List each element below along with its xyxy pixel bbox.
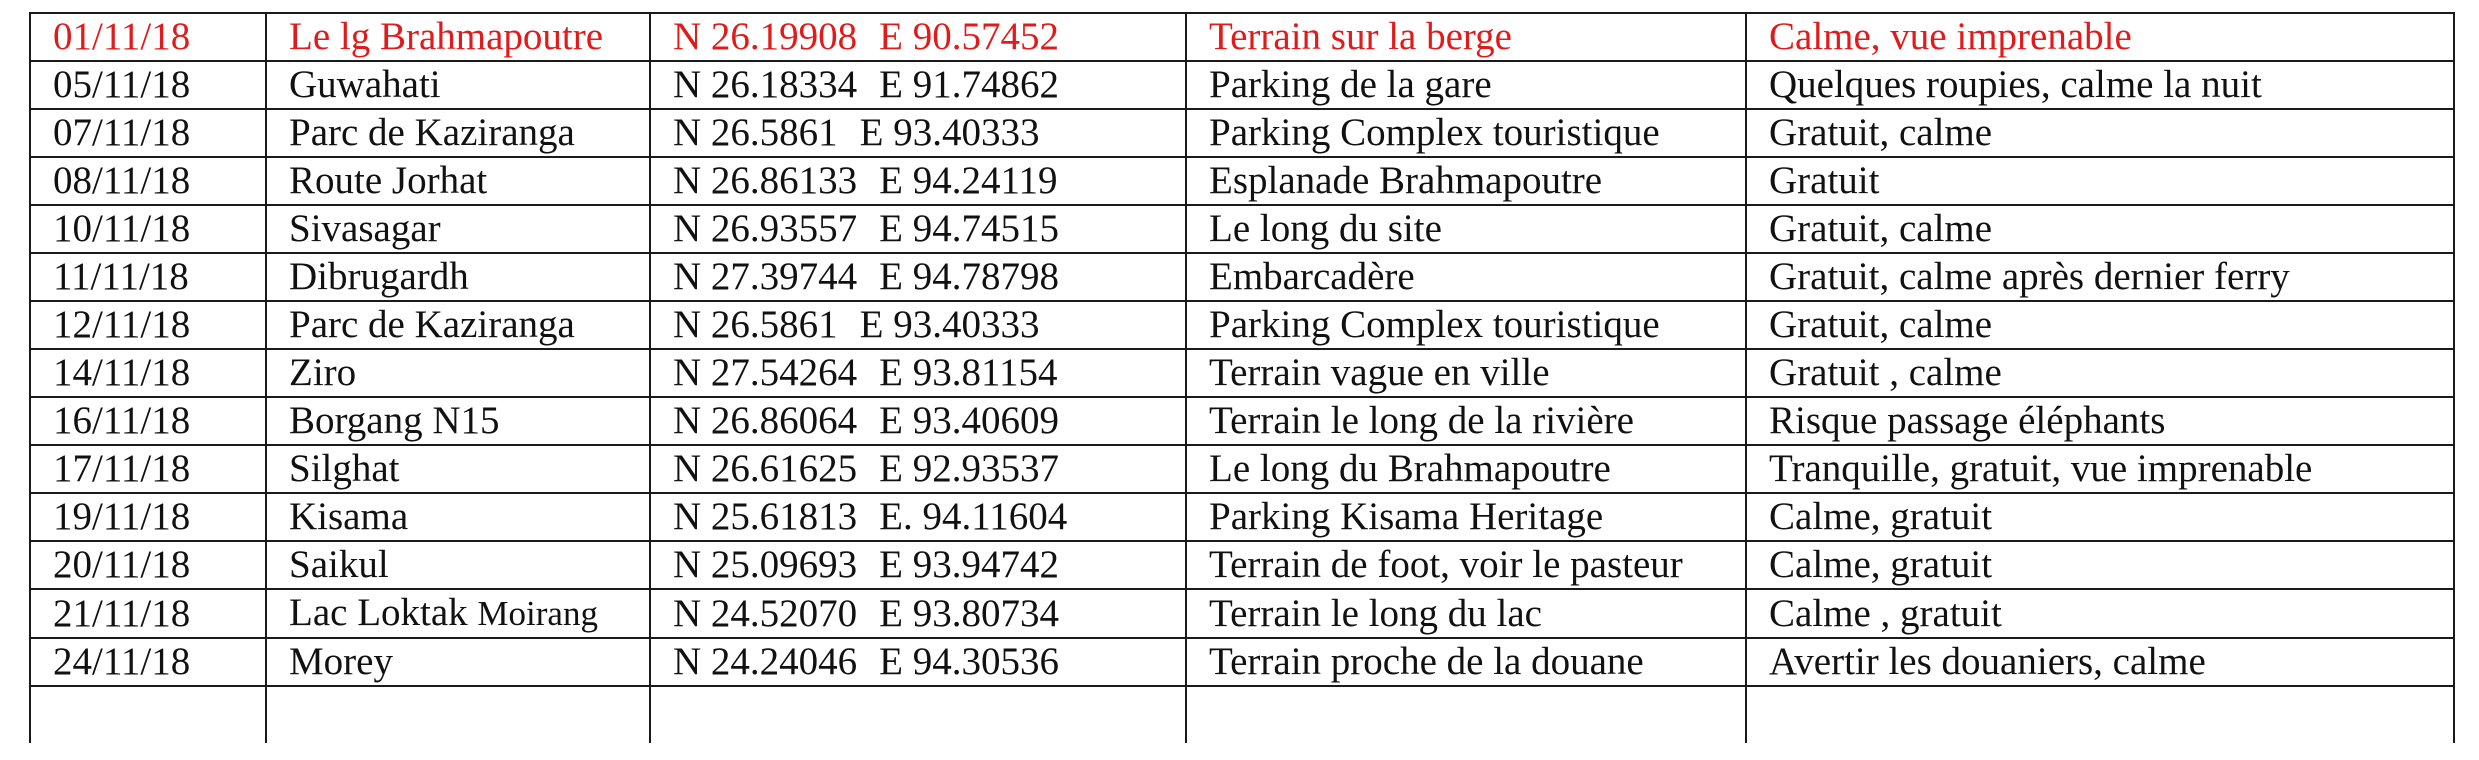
- notes-cell: [1746, 205, 2454, 253]
- site-cell: [1186, 349, 1746, 397]
- site-cell: [1186, 301, 1746, 349]
- coordinates-cell: [650, 493, 1186, 541]
- site-cell: [1186, 253, 1746, 301]
- latitude-text: N 26.93557: [673, 207, 858, 250]
- notes-cell: [1746, 349, 2454, 397]
- date-cell: [30, 445, 266, 493]
- date-text: 05/11/18: [53, 63, 191, 106]
- longitude-text: E 93.40333: [859, 111, 1040, 154]
- site-text: Le long du site: [1209, 207, 1442, 250]
- place-cell: [266, 397, 650, 445]
- notes-text: Gratuit, calme après dernier ferry: [1769, 255, 2290, 298]
- latitude-text: N 26.61625: [673, 447, 858, 490]
- site-text: Le long du Brahmapoutre: [1209, 447, 1611, 490]
- notes-text: Gratuit, calme: [1769, 111, 1993, 154]
- site-text: Parking Complex touristique: [1209, 303, 1660, 346]
- longitude-text: E 93.94742: [879, 543, 1059, 586]
- date-cell: [30, 253, 266, 301]
- latitude-text: N 25.09693: [673, 543, 858, 586]
- place-text: Lac Loktak: [289, 591, 468, 634]
- table-row: [30, 301, 2454, 349]
- empty-cell: [1746, 686, 2454, 743]
- longitude-text: E 91.74862: [879, 63, 1059, 106]
- empty-cell: [1186, 686, 1746, 743]
- date-text: 01/11/18: [53, 15, 191, 58]
- date-text: 24/11/18: [53, 640, 191, 683]
- place-text: Sivasagar: [289, 207, 441, 250]
- site-cell: [1186, 157, 1746, 205]
- notes-cell: [1746, 445, 2454, 493]
- campsite-log-sheet: [29, 12, 2453, 743]
- coordinates-cell: [650, 638, 1186, 686]
- coordinates-cell: [650, 397, 1186, 445]
- campsite-table: [29, 12, 2455, 743]
- longitude-text: E 94.30536: [879, 640, 1059, 683]
- table-row: [30, 397, 2454, 445]
- place-text: Morey: [289, 640, 393, 683]
- date-cell: [30, 301, 266, 349]
- date-cell: [30, 349, 266, 397]
- coordinates-cell: [650, 157, 1186, 205]
- notes-text: Gratuit , calme: [1769, 351, 2002, 394]
- date-text: 20/11/18: [53, 543, 191, 586]
- notes-text: Quelques roupies, calme la nuit: [1769, 63, 2262, 106]
- date-text: 07/11/18: [53, 111, 191, 154]
- site-text: Terrain de foot, voir le pasteur: [1209, 543, 1683, 586]
- date-text: 14/11/18: [53, 351, 191, 394]
- latitude-text: N 26.18334: [673, 63, 858, 106]
- table-row: [30, 349, 2454, 397]
- place-cell: [266, 493, 650, 541]
- date-cell: [30, 109, 266, 157]
- coordinates-cell: [650, 61, 1186, 109]
- coordinates-cell: [650, 589, 1186, 638]
- empty-row: [30, 686, 2454, 743]
- date-text: 21/11/18: [53, 591, 191, 635]
- date-text: 10/11/18: [53, 207, 191, 250]
- table-body: [30, 13, 2454, 743]
- site-cell: [1186, 205, 1746, 253]
- coordinates-cell: [650, 253, 1186, 301]
- latitude-text: N 25.61813: [673, 495, 858, 538]
- notes-text: Calme, gratuit: [1769, 495, 1993, 538]
- notes-text: Gratuit, calme: [1769, 303, 1993, 346]
- site-text: Terrain le long de la rivière: [1209, 399, 1634, 442]
- place-text: Kisama: [289, 495, 409, 538]
- notes-cell: [1746, 13, 2454, 61]
- latitude-text: N 26.5861: [673, 111, 838, 154]
- coordinates-cell: [650, 445, 1186, 493]
- notes-cell: [1746, 157, 2454, 205]
- notes-text: Calme , gratuit: [1769, 591, 2002, 635]
- site-text: Terrain le long du lac: [1209, 591, 1542, 635]
- site-cell: [1186, 638, 1746, 686]
- notes-text: Calme, vue imprenable: [1769, 15, 2132, 58]
- coordinates-cell: [650, 301, 1186, 349]
- site-text: Terrain vague en ville: [1209, 351, 1550, 394]
- coordinates-cell: [650, 541, 1186, 589]
- latitude-text: N 27.54264: [673, 351, 858, 394]
- place-cell: [266, 109, 650, 157]
- empty-cell: [30, 686, 266, 743]
- place-text: Dibrugardh: [289, 255, 469, 298]
- longitude-text: E. 94.11604: [879, 495, 1068, 538]
- site-cell: [1186, 445, 1746, 493]
- table-row: [30, 541, 2454, 589]
- site-cell: [1186, 541, 1746, 589]
- place-text: Le lg Brahmapoutre: [289, 15, 604, 58]
- place-cell: [266, 445, 650, 493]
- table-row: [30, 13, 2454, 61]
- place-cell: [266, 13, 650, 61]
- longitude-text: E 93.81154: [879, 351, 1058, 394]
- date-cell: [30, 61, 266, 109]
- site-text: Terrain sur la berge: [1209, 15, 1512, 58]
- place-text: Ziro: [289, 351, 357, 394]
- empty-cell: [266, 686, 650, 743]
- table-row: [30, 638, 2454, 686]
- place-text: Parc de Kaziranga: [289, 303, 575, 346]
- place-cell: [266, 205, 650, 253]
- place-suffix-text: Moirang: [477, 594, 598, 633]
- table-row: [30, 157, 2454, 205]
- longitude-text: E 92.93537: [879, 447, 1059, 490]
- site-text: Parking de la gare: [1209, 63, 1492, 106]
- site-text: Esplanade Brahmapoutre: [1209, 159, 1603, 202]
- date-cell: [30, 13, 266, 61]
- site-cell: [1186, 109, 1746, 157]
- place-text: Route Jorhat: [289, 159, 488, 202]
- longitude-text: E 94.24119: [879, 159, 1058, 202]
- site-cell: [1186, 61, 1746, 109]
- place-cell: [266, 61, 650, 109]
- notes-text: Tranquille, gratuit, vue imprenable: [1769, 447, 2313, 490]
- coordinates-cell: [650, 205, 1186, 253]
- empty-cell: [650, 686, 1186, 743]
- longitude-text: E 93.40609: [879, 399, 1059, 442]
- latitude-text: N 26.5861: [673, 303, 838, 346]
- notes-cell: [1746, 589, 2454, 638]
- latitude-text: N 26.86133: [673, 159, 858, 202]
- site-cell: [1186, 397, 1746, 445]
- date-text: 16/11/18: [53, 399, 191, 442]
- notes-cell: [1746, 397, 2454, 445]
- latitude-text: N 26.86064: [673, 399, 858, 442]
- latitude-text: N 24.24046: [673, 640, 858, 683]
- notes-text: Avertir les douaniers, calme: [1769, 640, 2206, 683]
- notes-cell: [1746, 61, 2454, 109]
- notes-cell: [1746, 638, 2454, 686]
- date-cell: [30, 205, 266, 253]
- place-cell: [266, 638, 650, 686]
- notes-text: Gratuit: [1769, 159, 1880, 202]
- latitude-text: N 24.52070: [673, 591, 858, 635]
- date-cell: [30, 493, 266, 541]
- date-text: 11/11/18: [53, 255, 189, 298]
- site-text: Terrain proche de la douane: [1209, 640, 1644, 683]
- coordinates-cell: [650, 349, 1186, 397]
- place-cell: [266, 253, 650, 301]
- site-cell: [1186, 493, 1746, 541]
- place-cell: [266, 301, 650, 349]
- longitude-text: E 94.74515: [879, 207, 1059, 250]
- site-cell: [1186, 589, 1746, 638]
- place-cell: [266, 541, 650, 589]
- longitude-text: E 93.80734: [879, 591, 1059, 635]
- notes-text: Calme, gratuit: [1769, 543, 1993, 586]
- place-cell: [266, 349, 650, 397]
- place-text: Parc de Kaziranga: [289, 111, 575, 154]
- notes-cell: [1746, 253, 2454, 301]
- longitude-text: E 93.40333: [859, 303, 1040, 346]
- place-text: Guwahati: [289, 63, 441, 106]
- place-text: Saikul: [289, 543, 389, 586]
- notes-cell: [1746, 301, 2454, 349]
- notes-text: Risque passage éléphants: [1769, 399, 2166, 442]
- notes-cell: [1746, 541, 2454, 589]
- date-text: 17/11/18: [53, 447, 191, 490]
- table-row: [30, 253, 2454, 301]
- table-row: [30, 493, 2454, 541]
- site-text: Parking Complex touristique: [1209, 111, 1660, 154]
- latitude-text: N 26.19908: [673, 15, 858, 58]
- notes-text: Gratuit, calme: [1769, 207, 1993, 250]
- date-cell: [30, 638, 266, 686]
- table-row: [30, 205, 2454, 253]
- table-row: [30, 445, 2454, 493]
- notes-cell: [1746, 493, 2454, 541]
- site-text: Parking Kisama Heritage: [1209, 495, 1604, 538]
- table-row: [30, 589, 2454, 638]
- site-text: Embarcadère: [1209, 255, 1415, 298]
- coordinates-cell: [650, 13, 1186, 61]
- place-cell: [266, 589, 650, 638]
- notes-cell: [1746, 109, 2454, 157]
- date-cell: [30, 397, 266, 445]
- longitude-text: E 90.57452: [879, 15, 1059, 58]
- place-cell: [266, 157, 650, 205]
- table-row: [30, 109, 2454, 157]
- date-cell: [30, 541, 266, 589]
- site-cell: [1186, 13, 1746, 61]
- table-row: [30, 61, 2454, 109]
- date-cell: [30, 589, 266, 638]
- place-text: Silghat: [289, 447, 400, 490]
- date-cell: [30, 157, 266, 205]
- date-text: 19/11/18: [53, 495, 191, 538]
- date-text: 12/11/18: [53, 303, 191, 346]
- place-text: Borgang N15: [289, 399, 500, 442]
- latitude-text: N 27.39744: [673, 255, 858, 298]
- coordinates-cell: [650, 109, 1186, 157]
- longitude-text: E 94.78798: [879, 255, 1059, 298]
- date-text: 08/11/18: [53, 159, 191, 202]
